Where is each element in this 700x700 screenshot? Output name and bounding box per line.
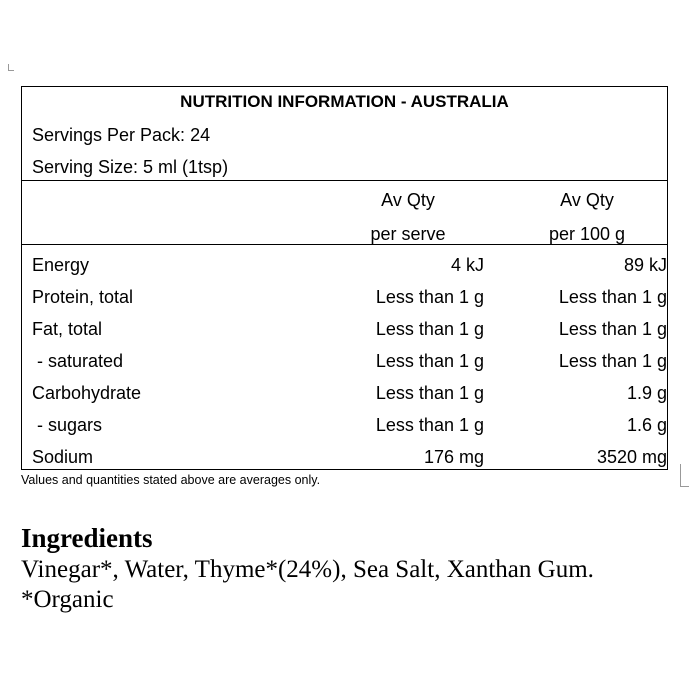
per-serve-value: 176 mg <box>423 447 484 467</box>
corner-mark <box>680 464 689 487</box>
nutrient-row-sodium <box>22 441 667 473</box>
per-100g-value: Less than 1 g <box>558 319 667 339</box>
per-100g-value: Less than 1 g <box>558 351 667 371</box>
per-serve-value: 4 kJ <box>450 255 484 275</box>
nutrient-name: Fat, total <box>32 319 103 339</box>
panel-title: NUTRITION INFORMATION - AUSTRALIA <box>180 92 509 111</box>
per-100g-value: 3520 mg <box>596 447 667 467</box>
nutrient-row-fat <box>22 313 667 345</box>
divider-line <box>22 180 667 181</box>
nutrient-name: Energy <box>32 255 90 275</box>
nutrient-row-protein <box>22 281 667 313</box>
nutrient-row-saturated <box>22 345 667 377</box>
per-100g-value: 1.9 g <box>626 383 667 403</box>
nutrition-panel <box>21 86 668 470</box>
serving-size: Serving Size: 5 ml (1tsp) <box>32 157 229 177</box>
ingredients-block <box>21 555 681 615</box>
column-header-per-serve: Av Qty <box>381 190 435 210</box>
per-serve-value: Less than 1 g <box>375 319 484 339</box>
per-100g-value: 89 kJ <box>623 255 667 275</box>
nutrient-name: - sugars <box>32 415 103 435</box>
per-serve-value: Less than 1 g <box>375 351 484 371</box>
nutrient-rows <box>22 249 667 473</box>
per-serve-value: Less than 1 g <box>375 287 484 307</box>
column-subheader-per-serve: per serve <box>370 224 446 244</box>
per-100g-value: Less than 1 g <box>558 287 667 307</box>
per-serve-value: Less than 1 g <box>375 383 484 403</box>
nutrient-name: Carbohydrate <box>32 383 142 403</box>
ingredients-list: Vinegar*, Water, Thyme*(24%), Sea Salt, Xanthan Gum. <box>21 556 594 583</box>
averages-footnote: Values and quantities stated above are averages only. <box>21 473 321 487</box>
nutrient-row-sugars <box>22 409 667 441</box>
nutrient-row-energy <box>22 249 667 281</box>
column-subheader-per-100g: per 100 g <box>548 224 626 244</box>
nutrient-name: - saturated <box>32 351 124 371</box>
servings-per-pack: Servings Per Pack: 24 <box>32 125 211 145</box>
nutrient-row-carbohydrate <box>22 377 667 409</box>
column-header-per-100g: Av Qty <box>560 190 614 210</box>
corner-mark <box>8 64 14 71</box>
per-serve-value: Less than 1 g <box>375 415 484 435</box>
divider-line <box>22 244 667 245</box>
nutrient-name: Protein, total <box>32 287 134 307</box>
organic-note: *Organic <box>21 586 114 613</box>
nutrient-name: Sodium <box>32 447 94 467</box>
ingredients-heading: Ingredients <box>21 523 153 553</box>
per-100g-value: 1.6 g <box>626 415 667 435</box>
